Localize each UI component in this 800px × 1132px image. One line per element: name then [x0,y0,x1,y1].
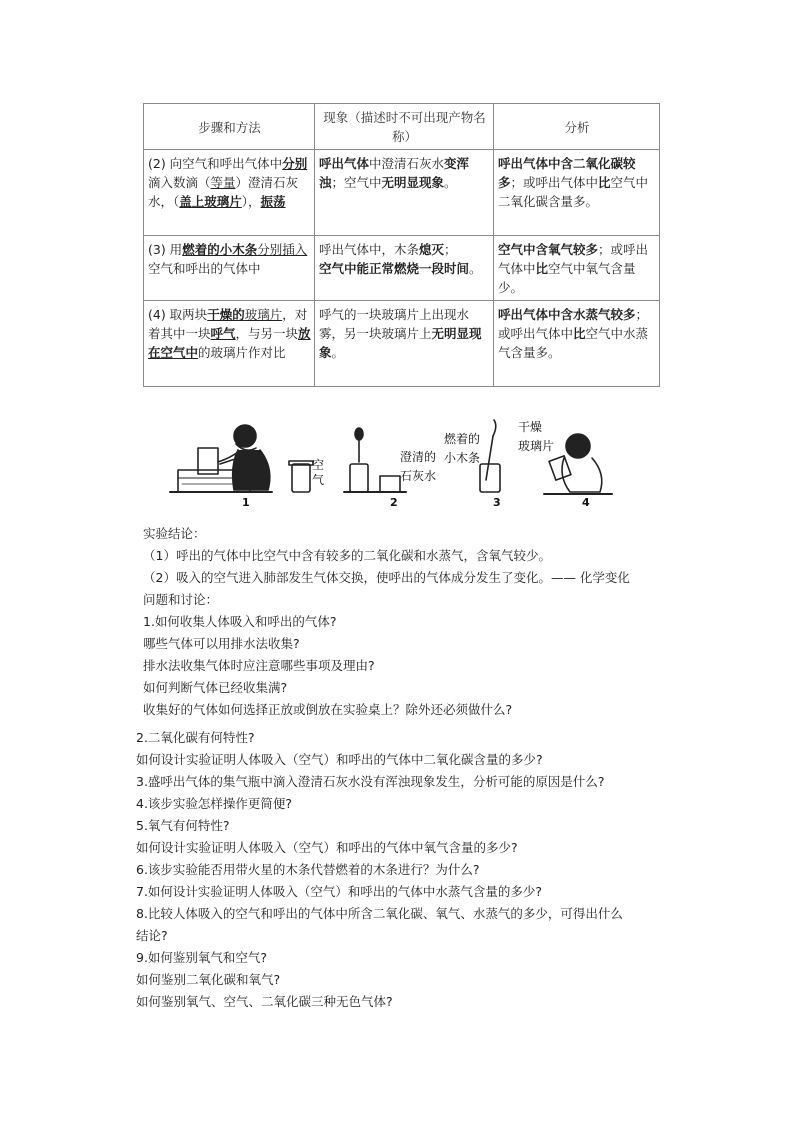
cell-text-segment: ；或呼出气体中 [498,307,649,341]
cell-text-segment: 空气和呼出的气体中 [148,261,261,276]
cell-analysis [494,301,660,387]
cell-text-segment: 玻璃片 [244,307,283,322]
discussion-line: 排水法收集气体时应注意哪些事项及理由? [143,658,375,673]
cell-text-segment: 。 [469,261,482,276]
cell-text-segment: (4) 取两块 [148,307,208,322]
discussion-line: 如何鉴别二氧化碳和氧气? [136,972,281,987]
label-stick-2: 小木条 [444,451,481,465]
cell-analysis [494,236,660,301]
conclusion-line: （2）吸入的空气进入肺部发生气体交换，使呼出的气体成分发生了变化。—— 化学变化 [143,570,630,585]
discussion-line: 2.二氧化碳有何特性? [136,730,255,745]
label-stick-1: 燃着的 [444,432,481,446]
cell-step [144,150,315,236]
cell-text-segment: 呼气的一块玻璃片上出现水雾，另一块玻璃片上 [319,307,470,341]
cell-text-segment: 中澄清石灰水 [369,156,445,171]
discussion-line: 如何判断气体已经收集满? [143,680,288,695]
figure-number-3: 3 [493,496,501,509]
cell-text-segment: 呼出气体中含二氧化碳较多 [498,156,636,190]
conclusion-block [143,523,630,611]
cell-step [144,236,315,301]
cell-text-segment: 空气中能正常燃烧一段时间 [319,261,470,276]
cell-text-segment: 滴入数滴（ [148,175,211,190]
cell-text-segment: 熄灭 [419,242,445,257]
discussion-line: 8.比较人体吸入的空气和呼出的气体中所含二氧化碳、氧气、水蒸气的多少，可得出什么 [136,906,623,921]
header-phenomenon: 现象（描述时不可出现产物名称） [315,104,494,150]
cell-text-segment: 变浑浊 [319,156,470,190]
discussion-group-2 [136,727,623,1013]
scene-2-dropper [344,428,406,492]
label-glass-1: 干燥 [518,420,543,434]
cell-text-segment: 无明显现象 [319,326,482,360]
cell-text-segment: ；或呼出气体中 [498,242,649,276]
conclusion-title: 实验结论： [143,526,206,541]
cell-text-segment: ；或呼出气体中 [510,175,599,190]
cell-text-segment: 无明显现象 [381,175,445,190]
cell-text-segment: 盖上玻璃片 [179,194,242,209]
discussion-line: 9.如何鉴别氧气和空气? [136,950,268,965]
discussion-group-1 [143,611,512,721]
discussion-line: 如何设计实验证明人体吸入（空气）和呼出的气体中二氧化碳含量的多少? [136,752,543,767]
discussion-title: 问题和讨论： [143,592,219,607]
discussion-line: 3.盛呼出气体的集气瓶中滴入澄清石灰水没有浑浊现象发生，分析可能的原因是什么? [136,774,605,789]
cell-text-segment: ； [444,242,457,257]
table-row [144,301,660,387]
cell-text-segment: ）澄清石灰水，（ [148,175,299,209]
cell-text-segment: 。 [444,175,457,190]
header-analysis: 分析 [494,104,660,150]
discussion-line: 收集好的气体如何选择正放或倒放在实验桌上？除外还必须做什么? [143,702,513,717]
cell-text-segment: 干燥的 [207,307,245,322]
header-steps: 步骤和方法 [144,104,315,150]
cell-phenomenon [315,236,494,301]
cell-text-segment: ）， [241,194,261,209]
cell-analysis [494,150,660,236]
experiment-figure [160,418,620,518]
cell-text-segment: 呼出气体中含水蒸气较多 [498,307,636,322]
label-glass-2: 玻璃片 [518,439,555,453]
cell-phenomenon [315,301,494,387]
cell-text-segment: 。 [331,345,345,360]
cell-text-segment: 燃着的小木条 [182,242,258,257]
figure-number-2: 2 [390,496,398,509]
discussion-line: 4.该步实验怎样操作更简便? [136,796,293,811]
discussion-line: 如何鉴别氧气、空气、二氧化碳三种无色气体? [136,994,393,1009]
label-limewater-1: 澄清的 [400,450,437,464]
cell-phenomenon [315,150,494,236]
cell-text-segment: ；空气中 [331,175,382,190]
figure-number-4: 4 [582,496,590,509]
cell-text-segment: 空气中二氧化碳含量多。 [498,175,649,209]
scene-3-burning-stick [480,420,500,492]
discussion-line: 7.如何设计实验证明人体吸入（空气）和呼出的气体中水蒸气含量的多少? [136,884,543,899]
cell-text-segment: ，对着其中一块 [148,307,308,341]
cell-text-segment: ，与另一块 [235,326,299,341]
gas-jar-air [289,461,313,492]
cell-step [144,301,315,387]
label-limewater-2: 石灰水 [400,469,437,483]
cell-text-segment: (2) 向空气和呼出气体中 [148,156,283,171]
table-row [144,150,660,236]
cell-text-segment: 空气中氧气含量少。 [498,261,636,295]
label-air: 空气 [312,458,325,487]
cell-text-segment: (3) 用 [148,242,183,257]
table-row [144,236,660,301]
scene-4-glass [544,434,612,494]
cell-text-segment: 的玻璃片作对比 [198,345,286,360]
cell-text-segment: 空气中含氧气较多 [498,242,599,257]
cell-text-segment: 分别插入 [257,242,308,257]
discussion-line: 6.该步实验能否用带火星的木条代替燃着的木条进行？为什么? [136,862,480,877]
experiment-table [143,103,660,387]
discussion-line: 结论? [136,928,168,943]
cell-text-segment: 比 [573,326,586,341]
cell-text-segment: 分别 [282,156,308,171]
cell-text-segment: 振荡 [260,194,286,209]
scene-1-breathing [170,425,272,492]
cell-text-segment: 空气中水蒸气含量多。 [498,326,649,360]
cell-text-segment: 呼出气体中，木条 [319,242,420,257]
cell-text-segment: 比 [535,261,549,276]
cell-text-segment: 比 [598,175,611,190]
cell-text-segment: 呼气 [210,326,236,341]
discussion-line: 5.氧气有何特性? [136,818,230,833]
discussion-line: 哪些气体可以用排水法收集? [143,636,300,651]
cell-text-segment: 等量 [210,175,236,190]
discussion-line: 如何设计实验证明人体吸入（空气）和呼出的气体中氧气含量的多少? [136,840,518,855]
cell-text-segment: 呼出气体 [319,156,370,171]
table-header-row [144,104,660,150]
conclusion-line: （1）呼出的气体中比空气中含有较多的二氧化碳和水蒸气，含氧气较少。 [143,548,551,563]
figure-number-1: 1 [242,496,250,509]
discussion-line: 1.如何收集人体吸入和呼出的气体? [143,614,337,629]
cell-text-segment: 放在空气中 [148,326,311,360]
